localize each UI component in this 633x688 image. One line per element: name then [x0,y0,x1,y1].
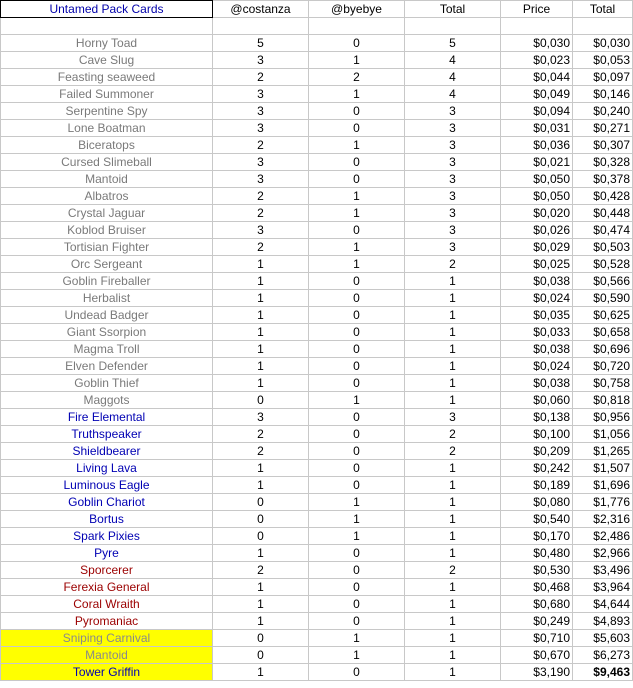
card-name-cell[interactable]: Truthspeaker [1,426,213,443]
running-total-cell[interactable]: $0,378 [573,171,633,188]
price-cell[interactable]: $0,021 [501,154,573,171]
card-name-cell[interactable]: Fire Elemental [1,409,213,426]
table-row [1,137,633,154]
costanza-count-cell[interactable]: 1 [213,256,309,273]
running-total-cell[interactable]: $0,528 [573,256,633,273]
card-name-cell[interactable]: Elven Defender [1,358,213,375]
running-total-cell[interactable]: $0,696 [573,341,633,358]
byebye-count-cell[interactable]: 0 [309,358,405,375]
byebye-count-cell[interactable]: 0 [309,341,405,358]
running-total-cell[interactable]: $0,503 [573,239,633,256]
running-total-cell[interactable]: $1,507 [573,460,633,477]
byebye-count-cell[interactable]: 0 [309,375,405,392]
card-name-cell[interactable]: Living Lava [1,460,213,477]
total-count-cell[interactable]: 1 [405,579,501,596]
running-total-cell[interactable]: $0,590 [573,290,633,307]
running-total-cell[interactable]: $4,893 [573,613,633,630]
costanza-count-cell[interactable]: 2 [213,188,309,205]
price-cell[interactable]: $0,530 [501,562,573,579]
total-count-cell[interactable]: 1 [405,494,501,511]
running-total-cell[interactable]: $5,603 [573,630,633,647]
price-cell[interactable]: $0,540 [501,511,573,528]
costanza-count-cell[interactable]: 3 [213,409,309,426]
running-total-cell[interactable]: $0,428 [573,188,633,205]
total-count-cell[interactable]: 3 [405,409,501,426]
table-row [1,35,633,52]
card-name-cell[interactable]: Bortus [1,511,213,528]
byebye-count-cell[interactable]: 2 [309,69,405,86]
table-row [1,647,633,664]
table-row [1,392,633,409]
card-name-cell[interactable]: Tower Griffin [1,664,213,681]
table-row [1,273,633,290]
header-cell-total[interactable]: Total [405,1,501,18]
running-total-cell[interactable]: $0,566 [573,273,633,290]
total-count-cell[interactable]: 1 [405,273,501,290]
total-count-cell[interactable]: 2 [405,426,501,443]
card-name-cell[interactable]: Magma Troll [1,341,213,358]
byebye-count-cell[interactable]: 1 [309,392,405,409]
byebye-count-cell[interactable]: 0 [309,596,405,613]
costanza-count-cell[interactable]: 3 [213,171,309,188]
table-row [1,528,633,545]
costanza-count-cell[interactable]: 1 [213,460,309,477]
table-row [1,205,633,222]
empty-row [1,18,633,35]
costanza-count-cell[interactable]: 1 [213,307,309,324]
byebye-count-cell[interactable]: 1 [309,239,405,256]
byebye-count-cell[interactable]: 1 [309,511,405,528]
running-total-cell[interactable]: $0,658 [573,324,633,341]
byebye-count-cell[interactable]: 0 [309,579,405,596]
card-name-cell[interactable]: Sporcerer [1,562,213,579]
card-name-cell[interactable]: Orc Sergeant [1,256,213,273]
total-count-cell[interactable]: 3 [405,188,501,205]
price-cell[interactable]: $0,033 [501,324,573,341]
price-cell[interactable]: $0,710 [501,630,573,647]
byebye-count-cell[interactable]: 0 [309,103,405,120]
costanza-count-cell[interactable]: 1 [213,290,309,307]
costanza-count-cell[interactable]: 1 [213,613,309,630]
price-cell[interactable]: $0,242 [501,460,573,477]
costanza-count-cell[interactable]: 1 [213,664,309,681]
total-count-cell[interactable]: 1 [405,375,501,392]
total-count-cell[interactable]: 3 [405,222,501,239]
total-count-cell[interactable]: 1 [405,290,501,307]
running-total-cell[interactable]: $0,758 [573,375,633,392]
empty-cell[interactable] [1,18,213,35]
costanza-count-cell[interactable]: 3 [213,52,309,69]
running-total-cell[interactable]: $3,964 [573,579,633,596]
price-cell[interactable]: $0,035 [501,307,573,324]
total-count-cell[interactable]: 4 [405,69,501,86]
price-cell[interactable]: $0,050 [501,188,573,205]
table-row [1,494,633,511]
price-cell[interactable]: $0,050 [501,171,573,188]
byebye-count-cell[interactable]: 0 [309,307,405,324]
table-row [1,290,633,307]
table-row [1,562,633,579]
total-count-cell[interactable]: 3 [405,137,501,154]
price-cell[interactable]: $0,029 [501,239,573,256]
running-total-cell[interactable]: $1,696 [573,477,633,494]
running-total-cell[interactable]: $6,273 [573,647,633,664]
byebye-count-cell[interactable]: 0 [309,460,405,477]
costanza-count-cell[interactable]: 0 [213,630,309,647]
byebye-count-cell[interactable]: 1 [309,494,405,511]
card-name-cell[interactable]: Mantoid [1,647,213,664]
card-name-cell[interactable]: Crystal Jaguar [1,205,213,222]
table-row [1,69,633,86]
costanza-count-cell[interactable]: 1 [213,324,309,341]
costanza-count-cell[interactable]: 0 [213,511,309,528]
total-count-cell[interactable]: 1 [405,307,501,324]
total-count-cell[interactable]: 1 [405,324,501,341]
table-row [1,443,633,460]
costanza-count-cell[interactable]: 5 [213,35,309,52]
running-total-cell[interactable]: $3,496 [573,562,633,579]
byebye-count-cell[interactable]: 1 [309,630,405,647]
running-total-cell[interactable]: $0,271 [573,120,633,137]
total-count-cell[interactable]: 1 [405,545,501,562]
table-row [1,52,633,69]
costanza-count-cell[interactable]: 3 [213,103,309,120]
table-row [1,154,633,171]
card-name-cell[interactable]: Tortisian Fighter [1,239,213,256]
running-total-cell[interactable]: $0,474 [573,222,633,239]
costanza-count-cell[interactable]: 1 [213,375,309,392]
card-name-cell[interactable]: Pyre [1,545,213,562]
header-cell-price[interactable]: Price [501,1,573,18]
running-total-cell[interactable]: $9,463 [573,664,633,681]
price-cell[interactable]: $0,138 [501,409,573,426]
price-cell[interactable]: $0,044 [501,69,573,86]
running-total-cell[interactable]: $2,486 [573,528,633,545]
total-count-cell[interactable]: 1 [405,358,501,375]
total-count-cell[interactable]: 4 [405,86,501,103]
table-row [1,171,633,188]
header-cell-byebye[interactable]: @byebye [309,1,405,18]
price-cell[interactable]: $0,189 [501,477,573,494]
costanza-count-cell[interactable]: 3 [213,120,309,137]
byebye-count-cell[interactable]: 0 [309,613,405,630]
byebye-count-cell[interactable]: 0 [309,545,405,562]
price-cell[interactable]: $0,249 [501,613,573,630]
table-row [1,409,633,426]
empty-cell[interactable] [501,18,573,35]
price-cell[interactable]: $0,038 [501,273,573,290]
byebye-count-cell[interactable]: 0 [309,477,405,494]
card-name-cell[interactable]: Shieldbearer [1,443,213,460]
byebye-count-cell[interactable]: 0 [309,324,405,341]
table-row [1,613,633,630]
byebye-count-cell[interactable]: 1 [309,137,405,154]
table-row [1,103,633,120]
costanza-count-cell[interactable]: 1 [213,579,309,596]
total-count-cell[interactable]: 1 [405,613,501,630]
card-name-cell[interactable]: Ferexia General [1,579,213,596]
price-cell[interactable]: $0,024 [501,358,573,375]
byebye-count-cell[interactable]: 0 [309,443,405,460]
costanza-count-cell[interactable]: 1 [213,273,309,290]
total-count-cell[interactable]: 5 [405,35,501,52]
empty-cell[interactable] [213,18,309,35]
total-count-cell[interactable]: 1 [405,392,501,409]
byebye-count-cell[interactable]: 1 [309,52,405,69]
price-cell[interactable]: $0,036 [501,137,573,154]
card-name-cell[interactable]: Biceratops [1,137,213,154]
price-cell[interactable]: $0,030 [501,35,573,52]
costanza-count-cell[interactable]: 2 [213,239,309,256]
header-cell-running-total[interactable]: Total [573,1,633,18]
card-name-cell[interactable]: Mantoid [1,171,213,188]
byebye-count-cell[interactable]: 0 [309,426,405,443]
table-row [1,664,633,681]
byebye-count-cell[interactable]: 0 [309,222,405,239]
costanza-count-cell[interactable]: 1 [213,545,309,562]
total-count-cell[interactable]: 3 [405,171,501,188]
total-count-cell[interactable]: 1 [405,341,501,358]
total-count-cell[interactable]: 1 [405,647,501,664]
price-cell[interactable]: $0,049 [501,86,573,103]
price-cell[interactable]: $0,170 [501,528,573,545]
table-row [1,545,633,562]
running-total-cell[interactable]: $0,625 [573,307,633,324]
card-name-cell[interactable]: Coral Wraith [1,596,213,613]
running-total-cell[interactable]: $0,240 [573,103,633,120]
table-row [1,630,633,647]
price-cell[interactable]: $0,468 [501,579,573,596]
header-cell-costanza[interactable]: @costanza [213,1,309,18]
running-total-cell[interactable]: $2,316 [573,511,633,528]
costanza-count-cell[interactable]: 3 [213,222,309,239]
total-count-cell[interactable]: 3 [405,120,501,137]
byebye-count-cell[interactable]: 0 [309,120,405,137]
total-count-cell[interactable]: 2 [405,562,501,579]
table-row [1,358,633,375]
total-count-cell[interactable]: 4 [405,52,501,69]
total-count-cell[interactable]: 1 [405,460,501,477]
costanza-count-cell[interactable]: 3 [213,86,309,103]
card-name-cell[interactable]: Herbalist [1,290,213,307]
card-name-cell[interactable]: Sniping Carnival [1,630,213,647]
table-row [1,188,633,205]
costanza-count-cell[interactable]: 1 [213,477,309,494]
table-row [1,596,633,613]
running-total-cell[interactable]: $0,307 [573,137,633,154]
total-count-cell[interactable]: 3 [405,239,501,256]
table-row [1,120,633,137]
card-name-cell[interactable]: Serpentine Spy [1,103,213,120]
total-count-cell[interactable]: 2 [405,256,501,273]
price-cell[interactable]: $0,060 [501,392,573,409]
costanza-count-cell[interactable]: 2 [213,205,309,222]
costanza-count-cell[interactable]: 2 [213,69,309,86]
costanza-count-cell[interactable]: 1 [213,596,309,613]
costanza-count-cell[interactable]: 2 [213,426,309,443]
table-row [1,307,633,324]
byebye-count-cell[interactable]: 0 [309,409,405,426]
running-total-cell[interactable]: $0,053 [573,52,633,69]
card-name-cell[interactable]: Pyromaniac [1,613,213,630]
price-cell[interactable]: $0,680 [501,596,573,613]
table-row [1,375,633,392]
table-row [1,86,633,103]
header-row [1,1,633,18]
header-cell-name[interactable]: Untamed Pack Cards [1,1,213,18]
costanza-count-cell[interactable]: 1 [213,341,309,358]
card-name-cell[interactable]: Spark Pixies [1,528,213,545]
running-total-cell[interactable]: $0,097 [573,69,633,86]
total-count-cell[interactable]: 1 [405,630,501,647]
total-count-cell[interactable]: 2 [405,443,501,460]
running-total-cell[interactable]: $4,644 [573,596,633,613]
card-name-cell[interactable]: Cursed Slimeball [1,154,213,171]
total-count-cell[interactable]: 3 [405,154,501,171]
total-count-cell[interactable]: 1 [405,528,501,545]
running-total-cell[interactable]: $0,448 [573,205,633,222]
running-total-cell[interactable]: $1,056 [573,426,633,443]
costanza-count-cell[interactable]: 2 [213,562,309,579]
total-count-cell[interactable]: 1 [405,664,501,681]
costanza-count-cell[interactable]: 3 [213,154,309,171]
card-name-cell[interactable]: Goblin Chariot [1,494,213,511]
price-cell[interactable]: $0,080 [501,494,573,511]
price-cell[interactable]: $0,100 [501,426,573,443]
price-cell[interactable]: $0,031 [501,120,573,137]
total-count-cell[interactable]: 1 [405,596,501,613]
card-name-cell[interactable]: Koblod Bruiser [1,222,213,239]
table-row [1,579,633,596]
running-total-cell[interactable]: $0,956 [573,409,633,426]
running-total-cell[interactable]: $0,720 [573,358,633,375]
price-cell[interactable]: $0,038 [501,375,573,392]
table-row [1,477,633,494]
costanza-count-cell[interactable]: 0 [213,528,309,545]
price-cell[interactable]: $0,026 [501,222,573,239]
price-cell[interactable]: $0,094 [501,103,573,120]
table-row [1,426,633,443]
empty-cell[interactable] [309,18,405,35]
table-row [1,222,633,239]
card-name-cell[interactable]: Maggots [1,392,213,409]
card-name-cell[interactable]: Goblin Thief [1,375,213,392]
byebye-count-cell[interactable]: 1 [309,86,405,103]
byebye-count-cell[interactable]: 0 [309,290,405,307]
table-row [1,460,633,477]
total-count-cell[interactable]: 1 [405,511,501,528]
costanza-count-cell[interactable]: 0 [213,392,309,409]
price-cell[interactable]: $0,020 [501,205,573,222]
running-total-cell[interactable]: $1,776 [573,494,633,511]
price-cell[interactable]: $3,190 [501,664,573,681]
running-total-cell[interactable]: $1,265 [573,443,633,460]
table-row [1,341,633,358]
table-row [1,239,633,256]
card-name-cell[interactable]: Feasting seaweed [1,69,213,86]
empty-cell[interactable] [405,18,501,35]
price-cell[interactable]: $0,024 [501,290,573,307]
byebye-count-cell[interactable]: 1 [309,647,405,664]
total-count-cell[interactable]: 1 [405,477,501,494]
card-name-cell[interactable]: Albatros [1,188,213,205]
byebye-count-cell[interactable]: 0 [309,35,405,52]
card-name-cell[interactable]: Giant Ssorpion [1,324,213,341]
price-cell[interactable]: $0,038 [501,341,573,358]
running-total-cell[interactable]: $2,966 [573,545,633,562]
byebye-count-cell[interactable]: 0 [309,664,405,681]
empty-cell[interactable] [573,18,633,35]
byebye-count-cell[interactable]: 0 [309,562,405,579]
byebye-count-cell[interactable]: 1 [309,528,405,545]
total-count-cell[interactable]: 3 [405,205,501,222]
costanza-count-cell[interactable]: 0 [213,647,309,664]
price-cell[interactable]: $0,670 [501,647,573,664]
card-name-cell[interactable]: Cave Slug [1,52,213,69]
costanza-count-cell[interactable]: 2 [213,137,309,154]
running-total-cell[interactable]: $0,818 [573,392,633,409]
total-count-cell[interactable]: 3 [405,103,501,120]
table-row [1,511,633,528]
byebye-count-cell[interactable]: 1 [309,256,405,273]
card-name-cell[interactable]: Goblin Fireballer [1,273,213,290]
table-row [1,256,633,273]
byebye-count-cell[interactable]: 1 [309,188,405,205]
price-cell[interactable]: $0,480 [501,545,573,562]
byebye-count-cell[interactable]: 0 [309,273,405,290]
card-name-cell[interactable]: Luminous Eagle [1,477,213,494]
byebye-count-cell[interactable]: 0 [309,171,405,188]
running-total-cell[interactable]: $0,030 [573,35,633,52]
price-cell[interactable]: $0,025 [501,256,573,273]
costanza-count-cell[interactable]: 2 [213,443,309,460]
price-cell[interactable]: $0,023 [501,52,573,69]
card-name-cell[interactable]: Lone Boatman [1,120,213,137]
costanza-count-cell[interactable]: 1 [213,358,309,375]
table-row [1,324,633,341]
card-name-cell[interactable]: Undead Badger [1,307,213,324]
byebye-count-cell[interactable]: 0 [309,154,405,171]
running-total-cell[interactable]: $0,146 [573,86,633,103]
card-name-cell[interactable]: Horny Toad [1,35,213,52]
byebye-count-cell[interactable]: 1 [309,205,405,222]
card-name-cell[interactable]: Failed Summoner [1,86,213,103]
costanza-count-cell[interactable]: 0 [213,494,309,511]
running-total-cell[interactable]: $0,328 [573,154,633,171]
price-cell[interactable]: $0,209 [501,443,573,460]
